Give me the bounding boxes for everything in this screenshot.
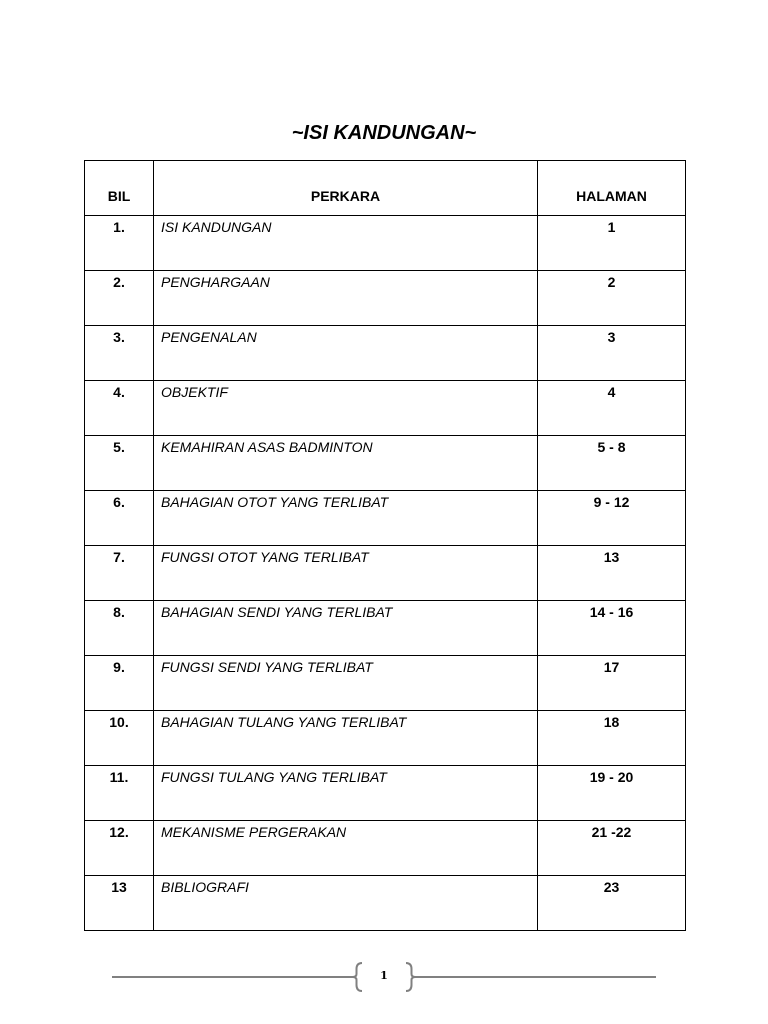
row-item: FUNGSI TULANG YANG TERLIBAT [154,766,538,821]
row-item: BAHAGIAN SENDI YANG TERLIBAT [154,601,538,656]
page-title: ~ISI KANDUNGAN~ [291,122,477,144]
footer-right-brace-icon [406,963,416,991]
row-item: KEMAHIRAN ASAS BADMINTON [154,436,538,491]
table-of-contents [84,160,686,931]
row-item: FUNGSI OTOT YANG TERLIBAT [154,546,538,601]
header-halaman: HALAMAN [538,161,686,216]
table-row [85,436,686,491]
row-number: 10. [85,711,154,766]
row-number: 9. [85,656,154,711]
row-page: 3 [538,326,686,381]
row-item: FUNGSI SENDI YANG TERLIBAT [154,656,538,711]
row-item: BAHAGIAN TULANG YANG TERLIBAT [154,711,538,766]
footer-left-brace-icon [353,963,363,991]
table-row [85,271,686,326]
row-page: 9 - 12 [538,491,686,546]
row-page: 23 [538,876,686,931]
table-row [85,766,686,821]
table-row [85,491,686,546]
row-number: 11. [85,766,154,821]
table-header-row [85,161,686,216]
table-row [85,546,686,601]
row-item: MEKANISME PERGERAKAN [154,821,538,876]
row-number: 6. [85,491,154,546]
row-page: 17 [538,656,686,711]
table-row [85,876,686,931]
table-row [85,821,686,876]
row-number: 13 [85,876,154,931]
row-item: BIBLIOGRAFI [154,876,538,931]
row-page: 18 [538,711,686,766]
table-row [85,601,686,656]
row-item: PENGHARGAAN [154,271,538,326]
row-number: 7. [85,546,154,601]
table-row [85,216,686,271]
header-bil: BIL [85,161,154,216]
row-page: 5 - 8 [538,436,686,491]
page-number: 1 [380,969,388,982]
row-number: 4. [85,381,154,436]
row-item: ISI KANDUNGAN [154,216,538,271]
table-row [85,656,686,711]
row-page: 4 [538,381,686,436]
row-page: 1 [538,216,686,271]
row-number: 1. [85,216,154,271]
row-item: PENGENALAN [154,326,538,381]
row-number: 2. [85,271,154,326]
header-perkara: PERKARA [154,161,538,216]
row-item: OBJEKTIF [154,381,538,436]
table-row [85,381,686,436]
row-page: 19 - 20 [538,766,686,821]
row-item: BAHAGIAN OTOT YANG TERLIBAT [154,491,538,546]
row-number: 5. [85,436,154,491]
row-number: 12. [85,821,154,876]
table-row [85,711,686,766]
row-page: 21 -22 [538,821,686,876]
row-page: 2 [538,271,686,326]
row-number: 8. [85,601,154,656]
row-page: 14 - 16 [538,601,686,656]
table-row [85,326,686,381]
row-page: 13 [538,546,686,601]
row-number: 3. [85,326,154,381]
